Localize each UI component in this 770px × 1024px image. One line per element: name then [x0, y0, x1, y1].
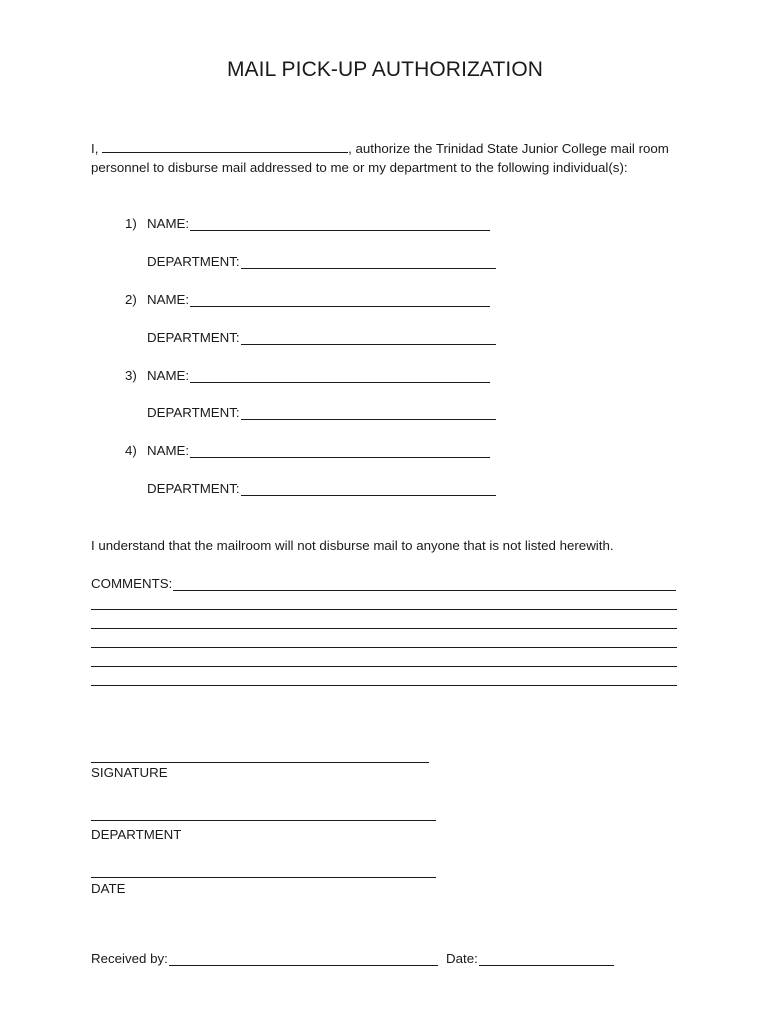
individual-4-dept-row — [147, 481, 496, 496]
comments-field[interactable] — [173, 576, 676, 591]
signature-line[interactable] — [91, 762, 429, 763]
form-title: MAIL PICK-UP AUTHORIZATION — [226, 58, 544, 81]
individual-1-dept-row — [147, 254, 496, 269]
individual-1-name-field[interactable] — [190, 216, 490, 231]
date-signature-line[interactable] — [91, 877, 436, 878]
comments-line[interactable] — [91, 628, 677, 629]
date-label: DATE — [91, 881, 126, 896]
individual-3-dept-row — [147, 405, 496, 420]
comments-row — [91, 576, 676, 591]
individual-2-name-field[interactable] — [190, 292, 490, 307]
name-label: NAME: — [147, 216, 190, 231]
name-label: NAME: — [147, 292, 190, 307]
department-label: DEPARTMENT: — [147, 481, 240, 496]
individual-number: 2) — [125, 292, 137, 307]
received-by-field[interactable] — [169, 951, 438, 966]
intro-paragraph — [91, 139, 671, 177]
individual-3-department-field[interactable] — [241, 405, 496, 420]
signature-label: SIGNATURE — [91, 765, 168, 780]
comments-line[interactable] — [91, 666, 677, 667]
name-label: NAME: — [147, 443, 190, 458]
understanding-statement: I understand that the mailroom will not disburse mail to anyone that is not listed herewith. — [91, 538, 614, 553]
individual-2-name-row — [125, 292, 490, 307]
authorizer-name-field[interactable] — [102, 139, 348, 153]
individual-1-department-field[interactable] — [241, 254, 496, 269]
department-label: DEPARTMENT: — [147, 405, 240, 420]
individual-3-name-row — [125, 368, 490, 383]
department-label: DEPARTMENT — [91, 827, 182, 842]
comments-line[interactable] — [91, 685, 677, 686]
individual-number: 3) — [125, 368, 137, 383]
individual-number: 4) — [125, 443, 137, 458]
individual-number: 1) — [125, 216, 137, 231]
name-label: NAME: — [147, 368, 190, 383]
received-by-label: Received by: — [91, 951, 168, 966]
department-label: DEPARTMENT: — [147, 254, 240, 269]
comments-line[interactable] — [91, 609, 677, 610]
intro-text: , authorize the Trinidad State Junior College mail room personnel to disburse mail addressed to me or my department to the following individual(s): — [91, 141, 669, 175]
individual-4-name-row — [125, 443, 490, 458]
comments-line[interactable] — [91, 647, 677, 648]
department-signature-line[interactable] — [91, 820, 436, 821]
individual-2-dept-row — [147, 330, 496, 345]
individual-4-department-field[interactable] — [241, 481, 496, 496]
department-label: DEPARTMENT: — [147, 330, 240, 345]
individual-4-name-field[interactable] — [190, 443, 490, 458]
individual-3-name-field[interactable] — [190, 368, 490, 383]
received-date-row — [446, 951, 614, 966]
received-by-row — [91, 951, 438, 966]
individual-2-department-field[interactable] — [241, 330, 496, 345]
intro-prefix: I, — [91, 141, 99, 156]
received-date-label: Date: — [446, 951, 478, 966]
individual-1-name-row — [125, 216, 490, 231]
comments-label: COMMENTS: — [91, 576, 173, 591]
received-date-field[interactable] — [479, 951, 614, 966]
